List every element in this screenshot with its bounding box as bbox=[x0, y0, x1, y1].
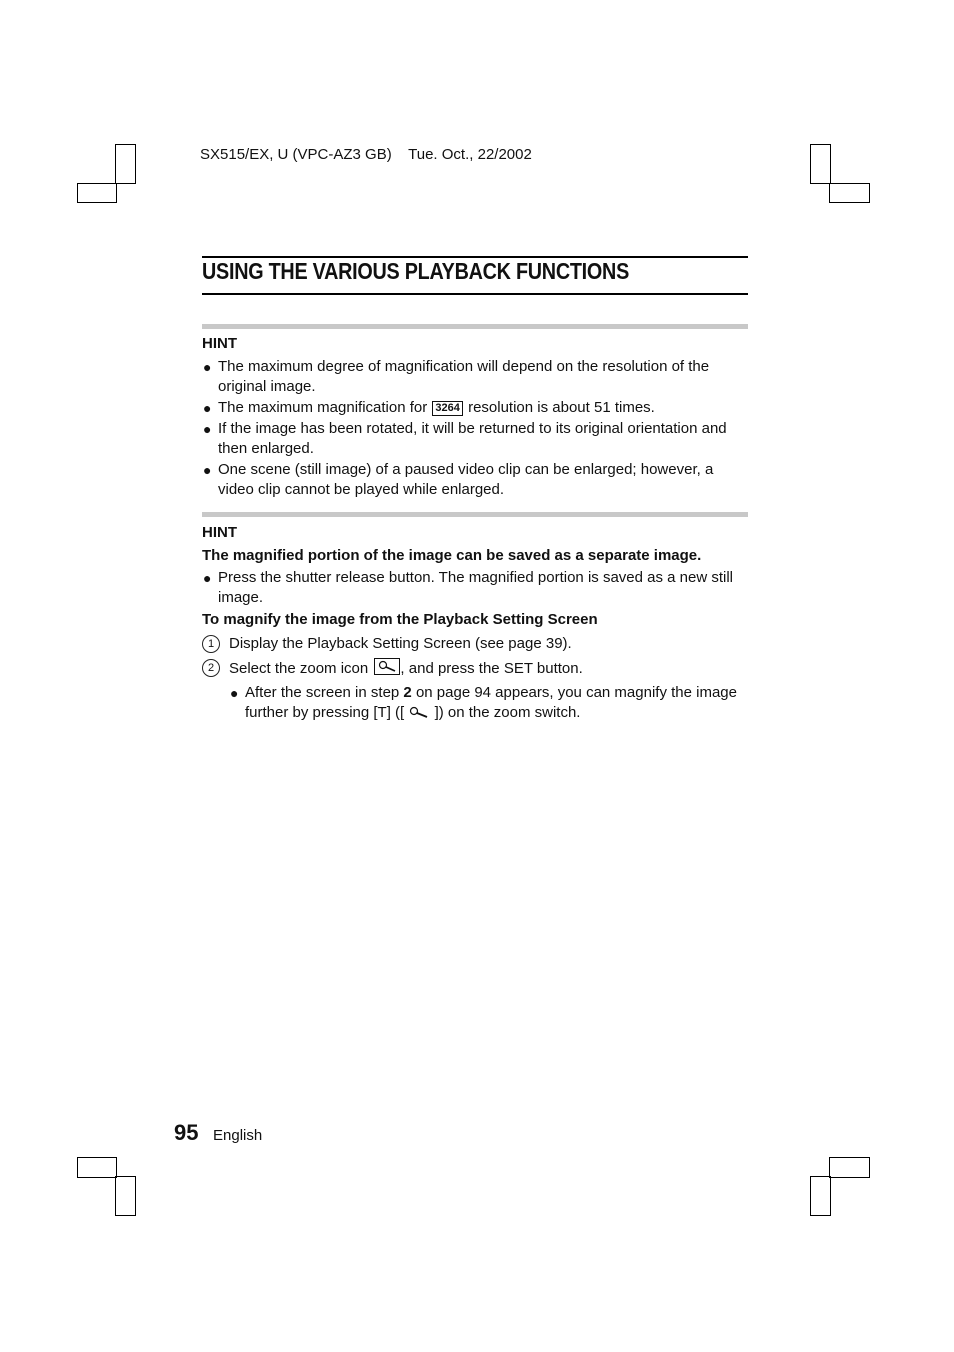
page-language: English bbox=[213, 1127, 263, 1144]
step-item bbox=[202, 634, 748, 654]
procedure-steps bbox=[202, 634, 748, 679]
crop-mark-tl-vertical bbox=[115, 144, 136, 184]
page-title: USING THE VARIOUS PLAYBACK FUNCTIONS bbox=[202, 258, 630, 284]
list-item bbox=[202, 460, 748, 500]
list-item bbox=[202, 357, 748, 397]
step-reference: 2 bbox=[403, 684, 412, 701]
crop-mark-tl-horizontal bbox=[77, 183, 117, 203]
bullet-text: Press the shutter release button. The magnified portion is saved as a new still image. bbox=[218, 569, 734, 606]
procedure-heading: To magnify the image from the Playback Setting Screen bbox=[202, 611, 598, 628]
page-number: 95 bbox=[174, 1120, 199, 1145]
note-text: ]) on the zoom switch. bbox=[434, 704, 581, 721]
list-item bbox=[202, 419, 748, 459]
zoom-icon bbox=[374, 658, 400, 675]
step-text: Display the Playback Setting Screen (see page 39). bbox=[229, 635, 572, 652]
bullet-icon: ● bbox=[203, 570, 212, 586]
bullet-icon: ● bbox=[230, 685, 239, 701]
hint-section-2 bbox=[202, 523, 748, 724]
bullet-icon: ● bbox=[203, 359, 212, 375]
header-model: SX515/EX, U (VPC-AZ3 GB) bbox=[200, 146, 392, 163]
crop-mark-bl-horizontal bbox=[77, 1157, 117, 1178]
hint-divider-2 bbox=[202, 512, 748, 517]
hint-label: HINT bbox=[202, 335, 237, 352]
title-rule-bottom bbox=[202, 293, 748, 295]
print-header bbox=[200, 146, 532, 163]
step-text: Select the zoom icon bbox=[229, 660, 369, 677]
note-text: After the screen in step bbox=[245, 684, 400, 701]
step-item bbox=[202, 658, 748, 679]
crop-mark-tr-horizontal bbox=[829, 183, 870, 203]
list-item bbox=[202, 398, 748, 418]
hint-label: HINT bbox=[202, 524, 237, 541]
list-item bbox=[229, 683, 748, 723]
list-item bbox=[202, 568, 748, 608]
bullet-icon: ● bbox=[203, 462, 212, 478]
hint-heading: The magnified portion of the image can be saved as a separate image. bbox=[202, 547, 702, 564]
crop-mark-bl-vertical bbox=[115, 1176, 136, 1216]
magnifier-icon bbox=[408, 706, 430, 719]
hint-divider-1 bbox=[202, 324, 748, 329]
step-number: 1 bbox=[202, 635, 220, 653]
step-number: 2 bbox=[202, 659, 220, 677]
hint-section-1 bbox=[202, 334, 748, 501]
note-bullet-list bbox=[229, 683, 748, 723]
bullet-icon: ● bbox=[203, 421, 212, 437]
note-text: on page 94 appears, you can magnify the image further by pressing [T] ([ bbox=[245, 684, 737, 721]
hint-bullet-list bbox=[202, 568, 748, 608]
header-date: Tue. Oct., 22/2002 bbox=[408, 146, 532, 163]
crop-mark-br-vertical bbox=[810, 1176, 831, 1216]
bullet-text: The maximum magnification for bbox=[218, 399, 428, 416]
step-text: , and press the SET button. bbox=[400, 660, 583, 677]
resolution-3264-icon: 3264 bbox=[432, 401, 462, 416]
bullet-text: resolution is about 51 times. bbox=[468, 399, 655, 416]
bullet-text: The maximum degree of magnification will depend on the resolution of the original image. bbox=[218, 358, 710, 395]
bullet-icon: ● bbox=[203, 400, 212, 416]
step-2-note bbox=[229, 683, 748, 723]
bullet-text: One scene (still image) of a paused video clip can be enlarged; however, a video clip cannot be played while enlarged. bbox=[218, 461, 714, 498]
crop-mark-br-horizontal bbox=[829, 1157, 870, 1178]
hint-bullet-list bbox=[202, 357, 748, 500]
crop-mark-tr-vertical bbox=[810, 144, 831, 184]
bullet-text: If the image has been rotated, it will be returned to its original orientation and then enlarged. bbox=[218, 420, 727, 457]
